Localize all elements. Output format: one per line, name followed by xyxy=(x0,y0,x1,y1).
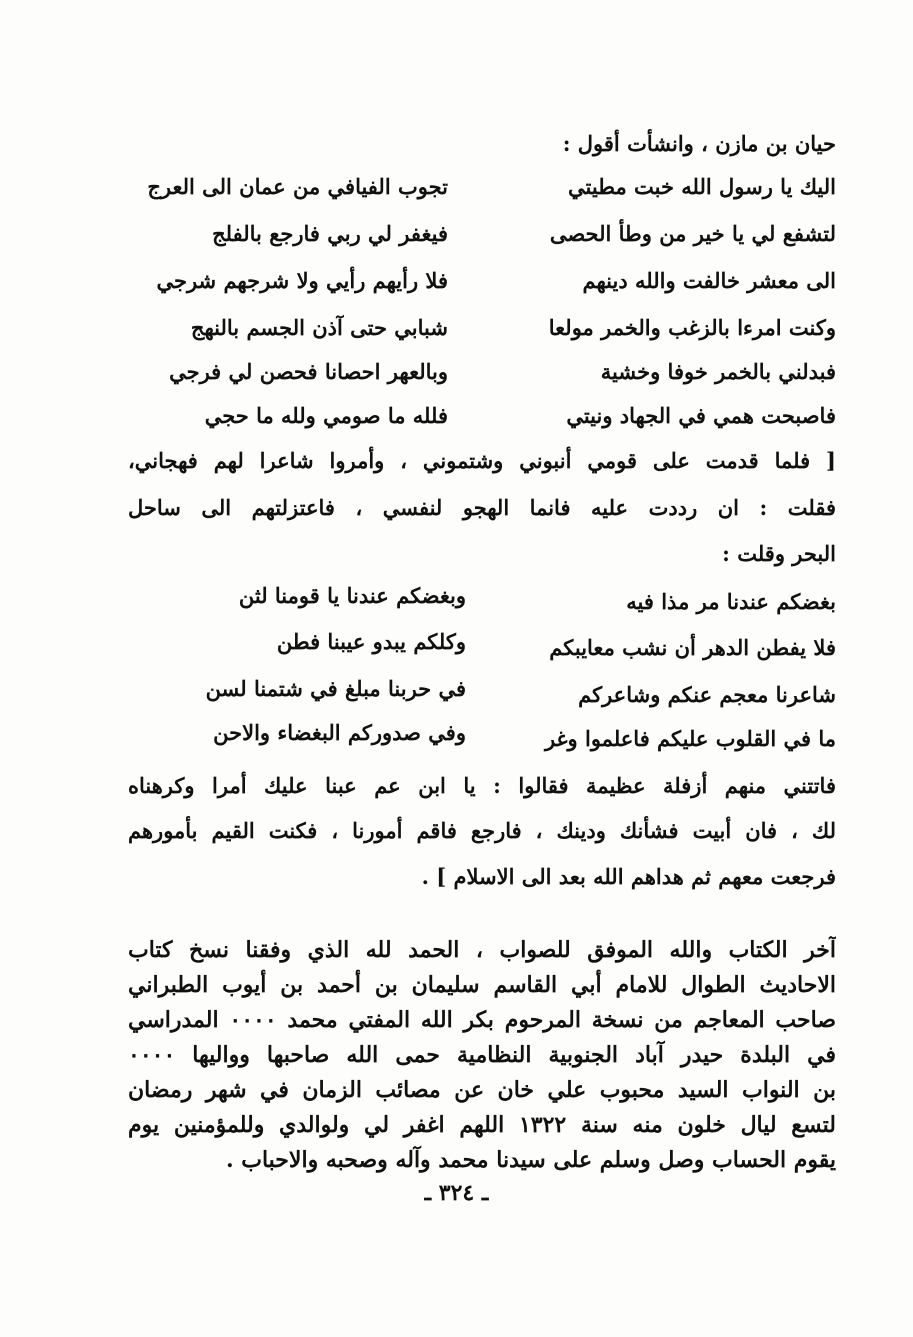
verse-second-hemistich: تجوب الفيافي من عمان الى العرج xyxy=(147,174,448,199)
colophon-line: يقوم الحساب وصل وسلم على سيدنا محمد وآله وصحبه والاحباب . xyxy=(225,1147,836,1173)
verse-second-hemistich: وكلكم يبدو عيبنا فطن xyxy=(276,629,466,654)
verse-second-hemistich: في حربنا مبلغ في شتمنا لسن xyxy=(205,676,466,701)
page-number: ـ ٣٢٤ ـ xyxy=(424,1180,489,1206)
verse-second-hemistich: شبابي حتى آذن الجسم بالنهج xyxy=(190,315,448,340)
verse-first-hemistich: فلا يفطن الدهر أن نشب معايبكم xyxy=(549,635,836,660)
colophon-line: الاحاديث الطوال للامام أبي القاسم سليمان بن أحمد بن أيوب الطبراني xyxy=(128,972,836,998)
colophon-line: صاحب المعاجم من نسخة المرحوم بكر الله المفتي محمد ٠٠٠٠ المدراسي xyxy=(128,1007,836,1033)
verse-first-hemistich: شاعرنا معجم عنكم وشاعركم xyxy=(578,682,836,707)
verse-second-hemistich: وفي صدوركم البغضاء والاحن xyxy=(213,720,466,745)
verse-second-hemistich: وبغضكم عندنا يا قومنا لثن xyxy=(238,583,466,608)
prose-line: [ فلما قدمت على قومي أنبوني وشتموني ، وأمروا شاعرا لهم فهجاني، xyxy=(128,448,836,473)
verse-first-hemistich: بغضكم عندنا مر مذا فيه xyxy=(626,589,836,614)
prose-line: فاتتني منهم أزفلة عظيمة فقالوا : يا ابن عم عبنا عليك أمرا وكرهناه xyxy=(128,773,836,798)
verse-second-hemistich: فلا رأيهم رأيي ولا شرجهم شرجي xyxy=(156,268,448,293)
prose-line: لك ، فان أبيت فشأنك ودينك ، فارجع فاقم أمورنا ، فكنت القيم بأمورهم xyxy=(128,818,836,843)
verse-second-hemistich: وبالعهر احصانا فحصن لي فرجي xyxy=(169,359,448,384)
verse-first-hemistich: الى معشر خالفت والله دينهم xyxy=(582,268,836,293)
colophon-line: آخر الكتاب والله الموفق للصواب ، الحمد لله الذي وفقنا نسخ كتاب xyxy=(128,937,836,963)
verse-first-hemistich: فبدلني بالخمر خوفا وخشية xyxy=(600,359,836,384)
prose-line: البحر وقلت : xyxy=(722,541,836,566)
verse-second-hemistich: فيغفر لي ربي فارجع بالفلج xyxy=(212,221,448,246)
verse-first-hemistich: لتشفع لي يا خير من وطأ الحصى xyxy=(549,221,836,246)
colophon-line: بن النواب السيد محبوب علي خان عن مصائب الزمان في شهر رمضان xyxy=(128,1077,836,1103)
verse-first-hemistich: وكنت امرءا بالزغب والخمر مولعا xyxy=(548,315,836,340)
verse-first-hemistich: ما في القلوب عليكم فاعلموا وغر xyxy=(544,726,836,751)
colophon-line: في البلدة حيدر آباد الجنوبية النظامية حمى الله صاحبها وواليها ٠٠٠٠ xyxy=(128,1042,836,1068)
verse-first-hemistich: فاصبحت همي في الجهاد ونيتي xyxy=(566,403,836,428)
intro-line: حيان بن مازن ، وانشأت أقول : xyxy=(562,131,836,156)
prose-line: فرجعت معهم ثم هداهم الله بعد الى الاسلام ] . xyxy=(421,864,836,889)
verse-first-hemistich: اليك يا رسول الله خبت مطيتي xyxy=(568,174,836,199)
verse-second-hemistich: فلله ما صومي ولله ما حجي xyxy=(204,403,448,428)
prose-line: فقلت : ان رددت عليه فانما الهجو لنفسي ، فاعتزلتهم الى ساحل xyxy=(128,495,836,520)
colophon-line: لتسع ليال خلون منه سنة ١٣٢٢ اللهم اغفر لي ولوالدي وللمؤمنين يوم xyxy=(128,1112,836,1138)
